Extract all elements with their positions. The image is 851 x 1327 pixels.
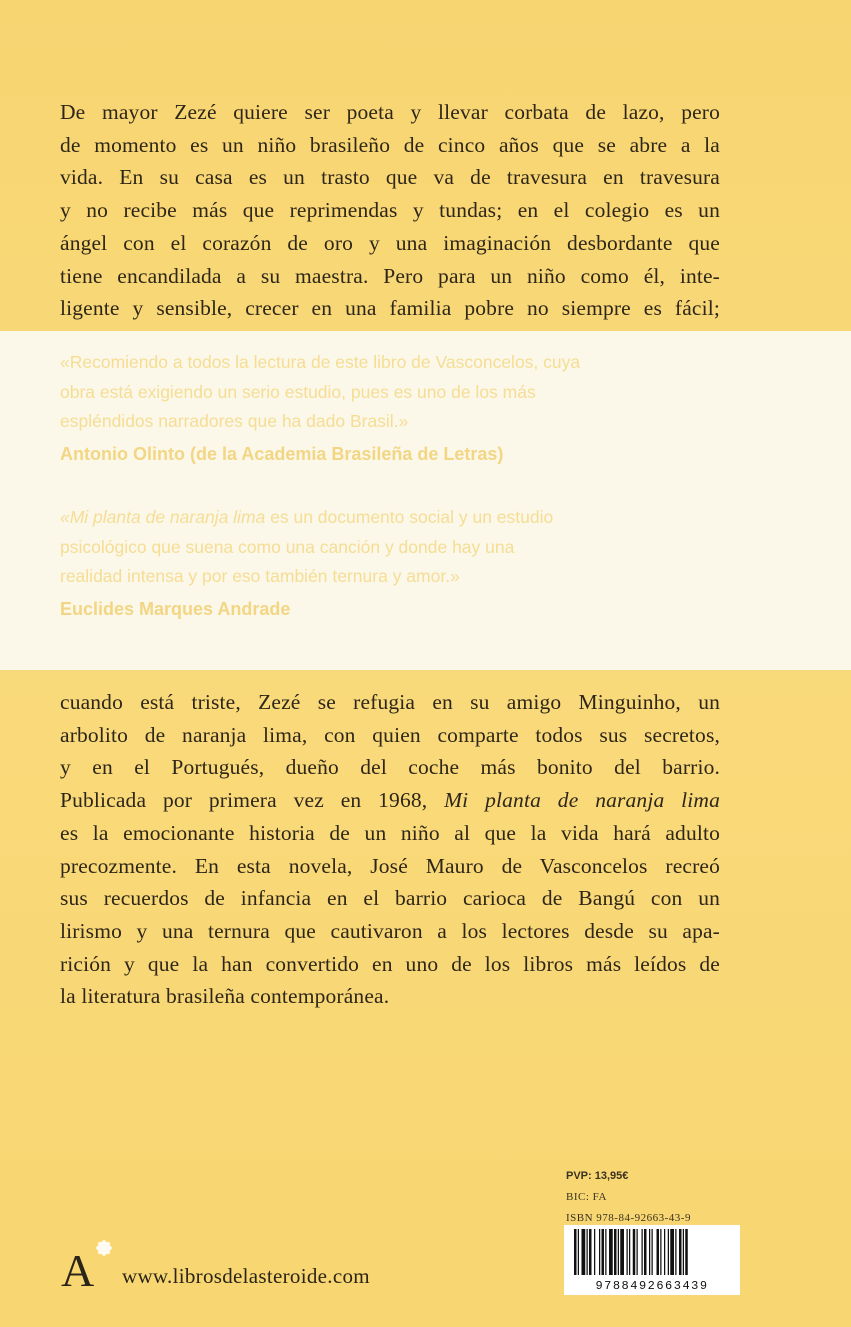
- quote-line: realidad intensa y por eso también ternura y amor.»: [60, 566, 460, 586]
- barcode-digits: 9788492663439: [595, 1279, 709, 1293]
- barcode-bar: [670, 1229, 674, 1275]
- barcode-graphic: [564, 1225, 740, 1295]
- synopsis-bottom-text: Publicada por primera vez en 1968,: [60, 788, 428, 813]
- barcode-bar: [609, 1229, 613, 1275]
- synopsis-bottom-line: cuando está triste, Zezé se refugia en su amigo Minguinho, un: [60, 690, 720, 714]
- barcode-bar: [618, 1229, 619, 1275]
- barcode-bar: [599, 1229, 600, 1275]
- synopsis-bottom-line: es la emocionante historia de un niño al que la vida hará adulto: [60, 820, 720, 845]
- synopsis-bottom-line: lirismo y una ternura que cautivaron a los lectores desde su apa-: [60, 918, 720, 943]
- isbn-barcode: [564, 1225, 740, 1295]
- barcode-bar: [605, 1229, 606, 1275]
- barcode-bar: [587, 1229, 588, 1275]
- bic-code: BIC: FA: [566, 1191, 607, 1203]
- synopsis-bottom-line: rición y que la han convertido en uno de los libros más leídos de: [60, 951, 720, 976]
- barcode-bar: [582, 1229, 586, 1275]
- barcode-bar: [675, 1229, 676, 1275]
- synopsis-bottom-line: y en el Portugués, dueño del coche más bonito del barrio.: [60, 755, 720, 780]
- quote-line: «Recomiendo a todos la lectura de este libro de Vasconcelos, cuya: [60, 352, 581, 372]
- quote-line: obra está exigiendo un serio estudio, pues es uno de los más: [60, 381, 536, 402]
- synopsis-top-line: tiene encandilada a su maestra. Pero para un niño como él, inte-: [60, 263, 720, 288]
- synopsis-bottom-line: sus recuerdos de infancia en el barrio carioca de Bangú con un: [60, 886, 720, 911]
- barcode-bar: [664, 1229, 665, 1275]
- synopsis-bottom: [60, 686, 720, 1013]
- barcode-bar: [657, 1229, 660, 1275]
- synopsis-top-line: de momento es un niño brasileño de cinco años que se abre a la: [60, 132, 720, 157]
- barcode-bar: [685, 1229, 688, 1275]
- barcode-bar: [644, 1229, 647, 1275]
- synopsis-top-line: ángel con el corazón de oro y una imaginación desbordante que: [60, 230, 720, 255]
- review-quote: [60, 503, 760, 624]
- quote-line: espléndidos narradores que ha dado Brasil.»: [60, 411, 409, 431]
- barcode-bar: [668, 1229, 669, 1275]
- synopsis-bottom-line: precozmente. En esta novela, José Mauro de Vasconcelos recreó: [60, 853, 720, 878]
- barcode-bar: [620, 1229, 624, 1275]
- quote-line: psicológico que suena como una canción y donde hay una: [60, 536, 515, 557]
- review-quote: [60, 348, 760, 469]
- barcode-bar: [629, 1229, 630, 1275]
- synopsis-top-line: De mayor Zezé quiere ser poeta y llevar corbata de lazo, pero: [60, 100, 720, 124]
- website-url[interactable]: www.librosdelasteroide.com: [122, 1264, 370, 1288]
- book-title: Mi planta de naranja lima: [444, 788, 720, 813]
- price-block: [566, 1166, 691, 1229]
- quote-line: [60, 503, 760, 533]
- synopsis-top-line: y no recibe más que reprimendas y tundas; en el colegio es un: [60, 198, 720, 223]
- barcode-bar: [578, 1229, 579, 1275]
- barcode-bar: [633, 1229, 636, 1275]
- barcode-bar: [574, 1229, 577, 1275]
- isbn-code: ISBN 978-84-92663-43-9: [566, 1212, 691, 1224]
- barcode-bar: [594, 1229, 595, 1275]
- barcode-bar: [660, 1229, 661, 1275]
- quote-book-title: «Mi planta de naranja lima: [60, 507, 266, 527]
- barcode-bar: [602, 1229, 605, 1275]
- publisher-logo: [60, 1240, 120, 1290]
- price-label: PVP: 13,95€: [566, 1170, 629, 1182]
- synopsis-top: [60, 96, 720, 325]
- synopsis-bottom-line: arbolito de naranja lima, con quien comparte todos sus secretos,: [60, 722, 720, 747]
- synopsis-top-line: vida. En su casa es un trasto que va de travesura en travesura: [60, 165, 720, 190]
- synopsis-bottom-line: la literatura brasileña contemporánea.: [60, 984, 390, 1009]
- synopsis-bottom-line: [60, 784, 720, 817]
- barcode-bar: [627, 1229, 628, 1275]
- quote-author: Euclides Marques Andrade: [60, 598, 291, 619]
- synopsis-top-line: ligente y sensible, crecer en una familia pobre no siempre es fácil;: [60, 296, 720, 321]
- quote-author: Antonio Olinto (de la Academia Brasileña de Letras): [60, 443, 504, 464]
- barcode-bar: [614, 1229, 617, 1275]
- barcode-bar: [652, 1229, 653, 1275]
- barcode-bar: [642, 1229, 643, 1275]
- barcode-bar: [589, 1229, 592, 1275]
- barcode-bar: [637, 1229, 638, 1275]
- logo-letter: A: [61, 1245, 95, 1290]
- quote-line-rest: es un documento social y un estudio: [265, 507, 554, 527]
- barcode-bar: [679, 1229, 682, 1275]
- asteroid-logo-icon: [60, 1240, 120, 1290]
- barcode-bar: [649, 1229, 650, 1275]
- barcode-bar: [683, 1229, 684, 1275]
